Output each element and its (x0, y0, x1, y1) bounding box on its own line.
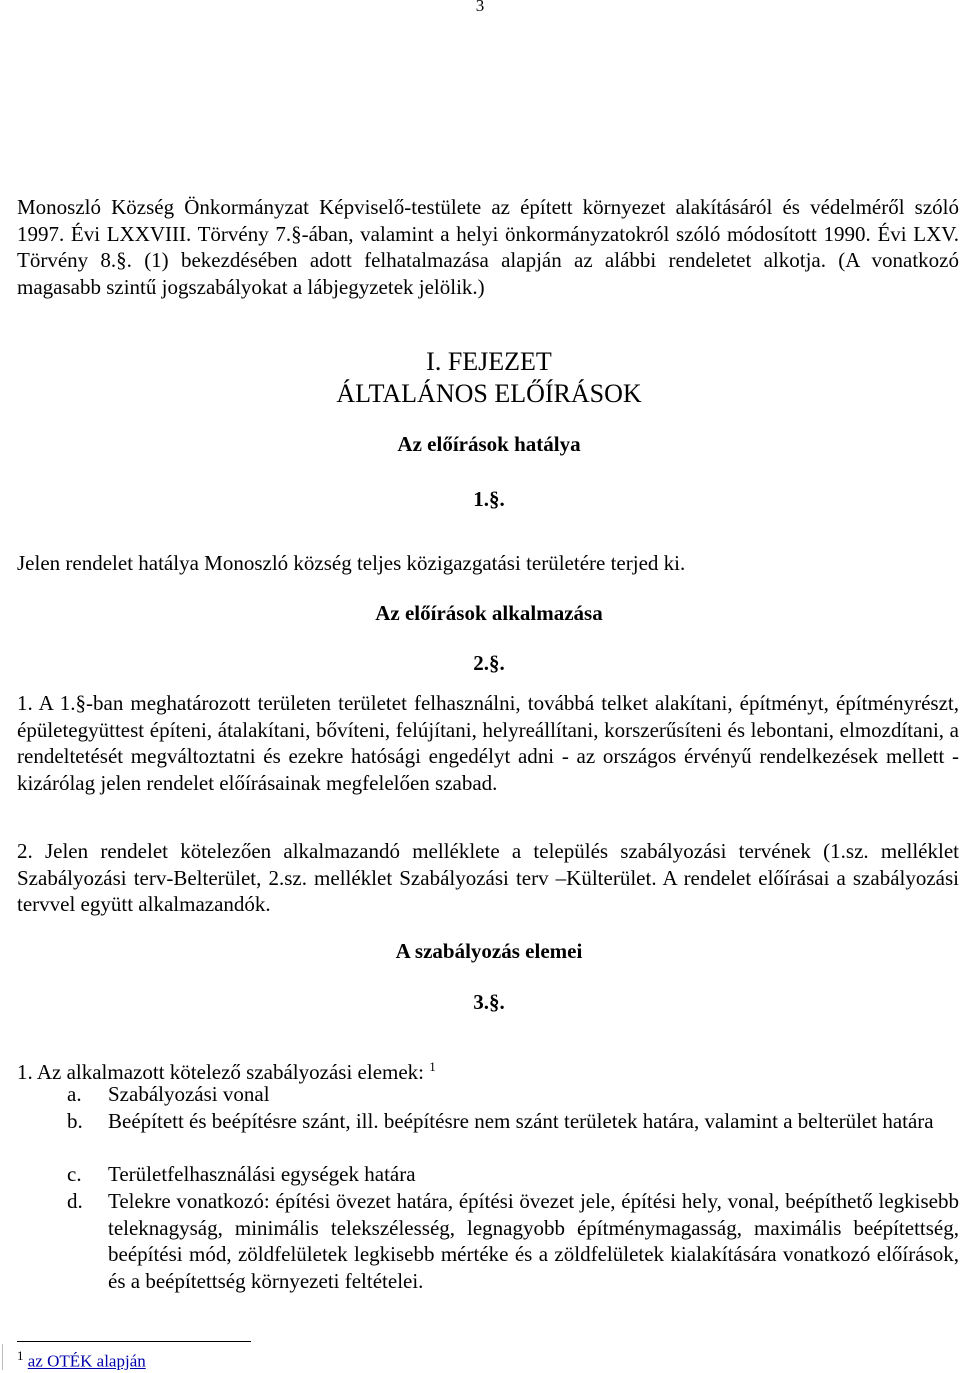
margin-bar (2, 1344, 3, 1370)
section-heading-alkalmazasa: Az előírások alkalmazása (375, 601, 603, 625)
footnote-separator (17, 1341, 251, 1342)
section-heading-hatalya: Az előírások hatálya (397, 432, 581, 456)
list-item-d (67, 1188, 959, 1294)
list-text: Telekre vonatkozó: építési övezet határa, építési övezet jele, építési hely, vonal, beépíthető legkisebb teleknagyság, minimális telekszélesség, legnagyobb építménymagasság, maximális beépítettség, beépítési mód, zöldfelületek legkisebb mértéke és a zöldfelületek kialakítására vonatkozó előírások, és a beépítettség környezeti feltételei. (108, 1189, 959, 1293)
list-item-c (67, 1161, 959, 1188)
section1-text: Jelen rendelet hatálya Monoszló község teljes közigazgatási területére terjed ki. (17, 551, 686, 575)
section2-paragraph-1: 1. A 1.§-ban meghatározott területen területet felhasználni, továbbá telket alakítani, építményt, építményrészt, épületegyüttest építeni, átalakítani, bővíteni, felújítani, helyreállítani, korszerűsíteni és lebontani, elmozdítani, a rendeltetését megváltoztatni és ezekre hatósági engedélyt adni - az országos érvényű rendelkezések mellett - kizárólag jelen rendelet előírásainak megfelelően szabad. (17, 691, 959, 795)
list-text: Beépített és beépítésre szánt, ill. beépítésre nem szánt területek határa, valamint a belterület határa (108, 1109, 934, 1133)
footnote-ref[interactable]: 1 (429, 1059, 436, 1074)
list-letter: a. (67, 1082, 82, 1106)
list-item-a (67, 1081, 959, 1108)
list-item-b (67, 1108, 959, 1135)
section-number-3: 3.§. (473, 990, 505, 1014)
item-1-text: 1. Az alkalmazott kötelező szabályozási elemek: (17, 1060, 424, 1084)
list-letter: c. (67, 1162, 82, 1186)
list-letter: d. (67, 1189, 83, 1213)
chapter-number: I. FEJEZET (426, 347, 552, 376)
page-number: 3 (475, 0, 485, 15)
list-text: Szabályozási vonal (108, 1082, 270, 1106)
chapter-heading (0, 346, 960, 410)
footnote-number: 1 (17, 1348, 24, 1363)
chapter-title: ÁLTALÁNOS ELŐÍRÁSOK (336, 379, 642, 408)
footnote-link[interactable]: az OTÉK alapján (27, 1351, 146, 1371)
preamble: Monoszló Község Önkormányzat Képviselő-testülete az épített környezet alakításáról és védelméről szóló 1997. Évi LXXVIII. Törvény 7.§-ában, valamint a helyi önkormányzatokról szóló módosított 1990. Évi LXV. Törvény 8.§. (1) bekezdésében adott felhatalmazása alapján az alábbi rendeletet alkotja. (A vonatkozó magasabb szintű jogszabályokat a lábjegyzetek jelölik.) (17, 195, 959, 299)
section2-paragraph-2: 2. Jelen rendelet kötelezően alkalmazandó melléklete a település szabályozási tervének (1.sz. melléklet Szabályozási terv-Belterület, 2.sz. melléklet Szabályozási terv –Külterület. A rendelet előírásai a szabályozási tervvel együtt alkalmazandók. (17, 839, 959, 916)
list-text: Területfelhasználási egységek határa (108, 1162, 416, 1186)
section-number-1: 1.§. (473, 487, 505, 511)
section-number-2: 2.§. (473, 651, 505, 675)
section-heading-elemei: A szabályozás elemei (395, 939, 583, 963)
list-letter: b. (67, 1109, 83, 1133)
footnote (17, 1346, 146, 1372)
